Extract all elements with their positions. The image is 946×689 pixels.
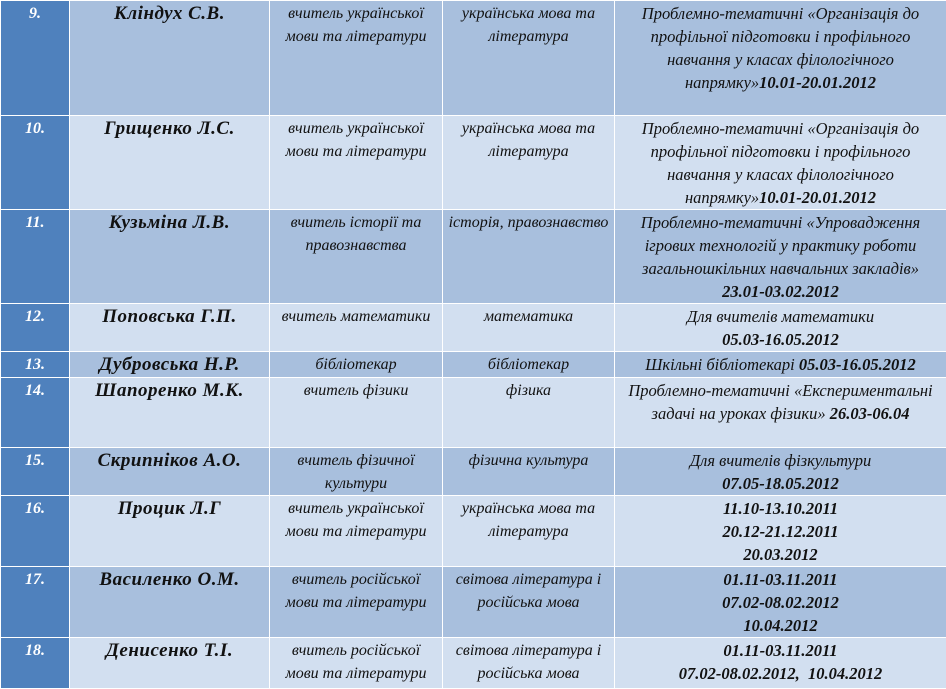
course-name: Для вчителів математики	[687, 307, 874, 326]
teacher-position: вчитель російської мови та літератури	[270, 567, 443, 638]
table-row	[1, 210, 946, 304]
subject: українська мова та література	[443, 496, 615, 567]
teacher-position: вчитель української мови та літератури	[270, 496, 443, 567]
course-date-line: 20.03.2012	[743, 545, 817, 564]
subject: світова література і російська мова	[443, 638, 615, 689]
course-cell	[615, 448, 946, 496]
table-row	[1, 1, 946, 116]
row-number: 15.	[1, 448, 70, 496]
subject: бібліотекар	[443, 352, 615, 378]
teacher-name: Кузьміна Л.В.	[70, 210, 270, 304]
table-row	[1, 304, 946, 352]
teacher-name: Шапоренко М.К.	[70, 378, 270, 448]
teacher-name: Василенко О.М.	[70, 567, 270, 638]
course-dates: 05.03-16.05.2012	[722, 330, 839, 349]
course-name: Проблемно-тематичні «Організація до профільної підготовки і профільного навчання у класах філологічного напрямку»	[642, 119, 919, 207]
course-cell	[615, 304, 946, 352]
subject: фізична культура	[443, 448, 615, 496]
course-dates: 10.01-20.01.2012	[759, 188, 876, 207]
course-date-line: 07.02-08.02.2012, 10.04.2012	[679, 664, 883, 683]
table-row	[1, 448, 946, 496]
row-number: 11.	[1, 210, 70, 304]
course-cell	[615, 116, 946, 210]
teacher-name: Денисенко Т.І.	[70, 638, 270, 689]
course-date-line: 07.02-08.02.2012	[722, 593, 839, 612]
teacher-name: Процик Л.Г	[70, 496, 270, 567]
subject: українська мова та література	[443, 116, 615, 210]
teacher-position: вчитель української мови та літератури	[270, 1, 443, 116]
subject: фізика	[443, 378, 615, 448]
course-cell	[615, 378, 946, 448]
row-number: 10.	[1, 116, 70, 210]
teacher-position: вчитель фізики	[270, 378, 443, 448]
row-number: 16.	[1, 496, 70, 567]
teacher-position: вчитель російської мови та літератури	[270, 638, 443, 689]
course-date-line: 01.11-03.11.2011	[723, 641, 837, 660]
teacher-position: бібліотекар	[270, 352, 443, 378]
course-cell	[615, 1, 946, 116]
subject: українська мова та література	[443, 1, 615, 116]
course-date-line: 11.10-13.10.2011	[723, 499, 838, 518]
table-row	[1, 567, 946, 638]
table-row	[1, 378, 946, 448]
course-name: Для вчителів фізкультури	[690, 451, 872, 470]
teacher-name: Поповська Г.П.	[70, 304, 270, 352]
row-number: 18.	[1, 638, 70, 689]
course-date-line: 20.12-21.12.2011	[723, 522, 839, 541]
course-dates: 05.03-16.05.2012	[799, 355, 916, 374]
course-cell	[615, 352, 946, 378]
course-dates: 23.01-03.02.2012	[722, 282, 839, 301]
row-number: 12.	[1, 304, 70, 352]
row-number: 13.	[1, 352, 70, 378]
subject: історія, правознавство	[443, 210, 615, 304]
teacher-position: вчитель фізичної культури	[270, 448, 443, 496]
course-dates: 10.01-20.01.2012	[759, 73, 876, 92]
course-name: Проблемно-тематичні «Організація до профільної підготовки і профільного навчання у класах філологічного напрямку»	[642, 4, 919, 92]
course-cell	[615, 567, 946, 638]
course-date-line: 01.11-03.11.2011	[723, 570, 837, 589]
course-cell	[615, 638, 946, 689]
row-number: 14.	[1, 378, 70, 448]
table-row	[1, 352, 946, 378]
row-number: 9.	[1, 1, 70, 116]
teacher-name: Грищенко Л.С.	[70, 116, 270, 210]
subject: математика	[443, 304, 615, 352]
course-name: Шкільні бібліотекарі	[645, 355, 795, 374]
teacher-name: Кліндух С.В.	[70, 1, 270, 116]
teacher-name: Скрипніков А.О.	[70, 448, 270, 496]
teacher-position: вчитель історії та правознавства	[270, 210, 443, 304]
course-dates: 07.05-18.05.2012	[722, 474, 839, 493]
teacher-position: вчитель української мови та літератури	[270, 116, 443, 210]
teacher-name: Дубровська Н.Р.	[70, 352, 270, 378]
course-dates: 26.03-06.04	[830, 404, 910, 423]
table-row	[1, 116, 946, 210]
course-cell	[615, 496, 946, 567]
subject: світова література і російська мова	[443, 567, 615, 638]
table-row	[1, 496, 946, 567]
row-number: 17.	[1, 567, 70, 638]
course-cell	[615, 210, 946, 304]
teacher-position: вчитель математики	[270, 304, 443, 352]
table-row	[1, 638, 946, 689]
course-date-line: 10.04.2012	[743, 616, 817, 635]
course-name: Проблемно-тематичні «Експериментальні задачі на уроках фізики»	[628, 381, 932, 423]
course-name: Проблемно-тематичні «Упровадження ігрових технологій у практику роботи загальношкільних навчальних закладів»	[641, 213, 920, 278]
